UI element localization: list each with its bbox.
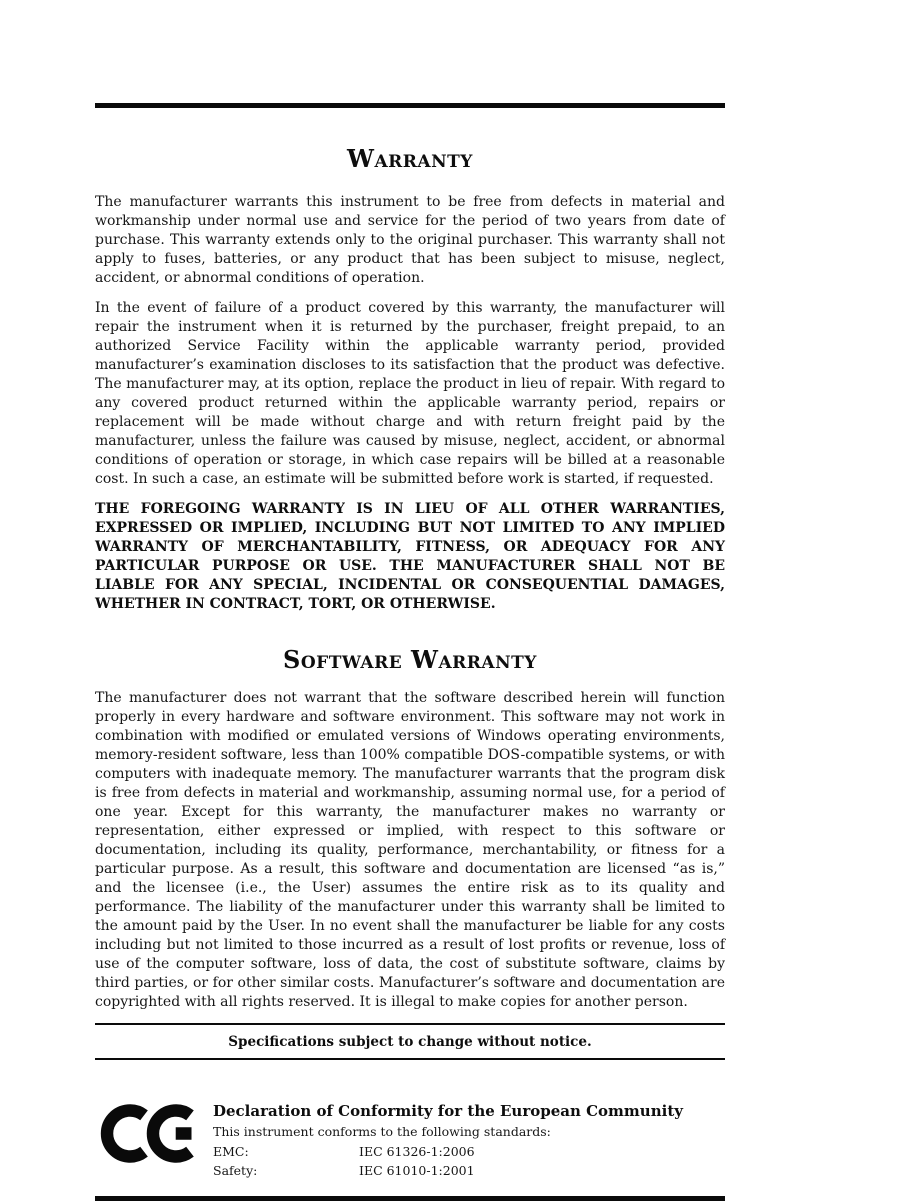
warranty-paragraph-2: In the event of failure of a product covered by this warranty, the manufacturer will repair the instrument when it is returned by the purchaser, freight prepaid, to an authorized Service Facility within the applicable warranty period, provided manufacturer’s examination discloses to its satisfaction that the product was defective. The manufacturer may, at its option, replace the product in lieu of repair. With regard to any covered product returned within the applicable warranty period, repairs or replacement will be made without charge and with return freight paid by the manufacturer, unless the failure was caused by misuse, neglect, accident, or abnormal conditions of operation or storage, in which case repairs will be billed at a reasonable cost. In such a case, an estimate will be submitted before work is started, if requested. <box>95 300 725 487</box>
standard-value: IEC 61326-1:2006 <box>359 1144 475 1159</box>
software-warranty-heading: Software Warranty <box>283 645 537 674</box>
declaration-title: Declaration of Conformity for the European Community <box>213 1102 683 1120</box>
standard-row <box>213 1142 683 1161</box>
change-notice-band <box>95 1023 725 1060</box>
notice-rule-bottom <box>95 1058 725 1060</box>
warranty-paragraph-1: The manufacturer warrants this instrument to be free from defects in material and workmanship under normal use and service for the period of two years from date of purchase. This warranty extends only to the original purchaser. This warranty shall not apply to fuses, batteries, or any product that has been subject to misuse, neglect, accident, or abnormal conditions of operation. <box>95 194 725 286</box>
software-warranty-paragraph: The manufacturer does not warrant that the software described herein will function properly in every hardware and software environment. This software may not work in combination with modified or emulated versions of Windows operating environments, memory-resident software, less than 100% compatible DOS-compatible systems, or with computers with inadequate memory. The manufacturer warrants that the program disk is free from defects in material and workmanship, assuming normal use, for a period of one year. Except for this warranty, the manufacturer makes no warranty or representation, either expressed or implied, with respect to this software or documentation, including its quality, performance, merchantability, or fitness for a particular purpose. As a result, this software and documentation are licensed “as is,” and the licensee (i.e., the User) assumes the entire risk as to its quality and performance. The liability of the manufacturer under this warranty shall be limited to the amount paid by the User. In no event shall the manufacturer be liable for any costs including but not limited to those incurred as a result of lost profits or revenue, loss of use of the computer software, loss of data, the cost of substitute software, claims by third parties, or for other similar costs. Manufacturer’s software and documentation are copyrighted with all rights reserved. It is illegal to make copies for another person. <box>95 690 725 1010</box>
ce-mark-icon <box>99 1100 195 1167</box>
declaration-of-conformity-block <box>95 1100 725 1180</box>
top-rule <box>95 103 725 108</box>
declaration-subtitle: This instrument conforms to the following standards: <box>213 1124 551 1139</box>
standard-row <box>213 1161 683 1180</box>
warranty-disclaimer: THE FOREGOING WARRANTY IS IN LIEU OF ALL OTHER WARRANTIES, EXPRESSED OR IMPLIED, INCLUDING BUT NOT LIMITED TO ANY IMPLIED WARRANTY OF MERCHANTABILITY, FITNESS, OR ADEQUACY FOR ANY PARTICULAR PURPOSE OR USE. THE MANUFACTURER SHALL NOT BE LIABLE FOR ANY SPECIAL, INCIDENTAL OR CONSEQUENTIAL DAMAGES, WHETHER IN CONTRACT, TORT, OR OTHERWISE. <box>95 501 725 612</box>
standard-label: Safety: <box>213 1163 258 1178</box>
bottom-rule <box>95 1196 725 1201</box>
document-content <box>95 0 725 1201</box>
change-notice: Specifications subject to change without notice. <box>228 1034 592 1050</box>
standard-value: IEC 61010-1:2001 <box>359 1163 475 1178</box>
warranty-heading: Warranty <box>347 144 473 173</box>
standard-label: EMC: <box>213 1144 249 1159</box>
declaration-text <box>213 1100 683 1180</box>
